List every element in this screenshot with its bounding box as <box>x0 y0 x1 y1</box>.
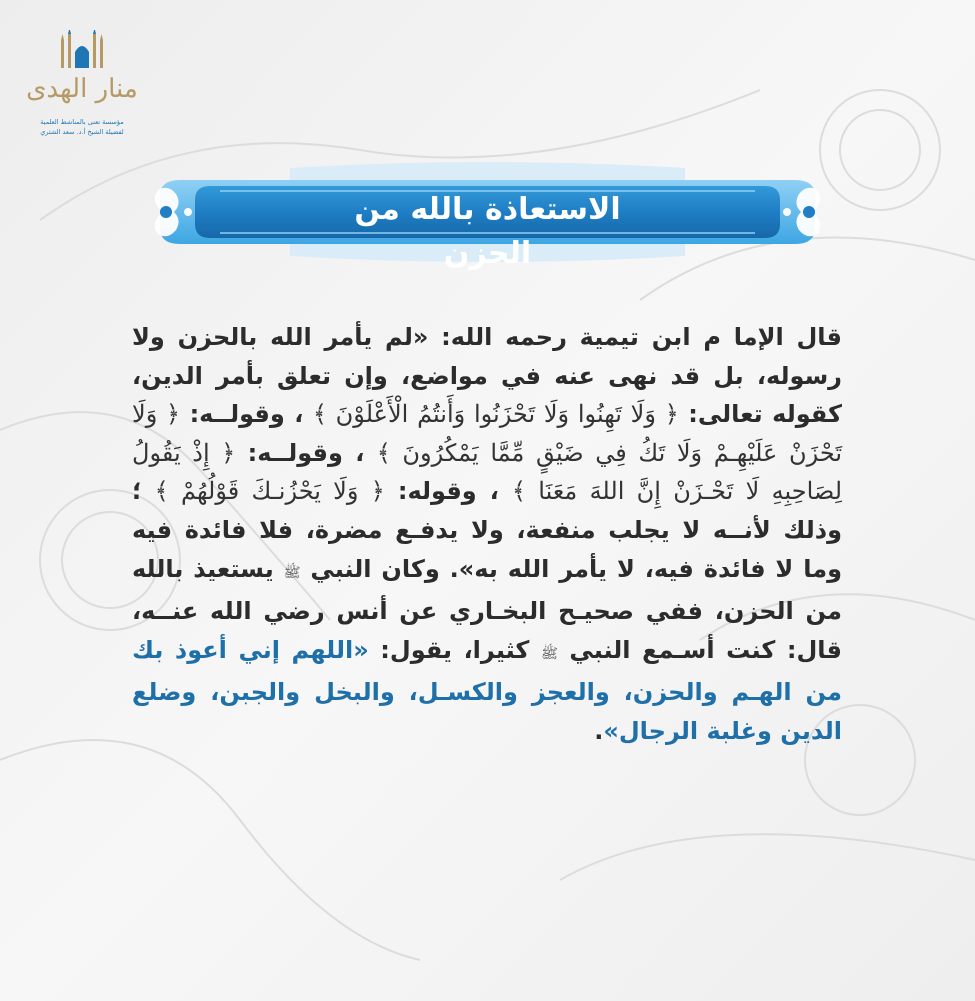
logo-name: منار الهدى <box>26 74 138 104</box>
logo-subtitle-1: مؤسسة تعنى بالمناشط العلمية <box>40 118 124 126</box>
paragraph-text: ، وقوله: <box>384 477 512 506</box>
paragraph-end: . <box>594 716 604 745</box>
quran-verse: ﴿ وَلَا تَحْزَنْ عَلَيْهِـمْ وَلَا تَكُ فِي ضَيْقٍ مِّمَّا يَمْكُرُونَ ﴾ <box>132 400 843 467</box>
page-title: الاستعاذة بالله من الحزن <box>354 192 621 271</box>
mosque-minarets-icon <box>47 30 117 70</box>
paragraph-text: كثيرا، يقول: <box>368 635 541 664</box>
brand-logo <box>22 30 142 145</box>
article-body <box>132 318 842 958</box>
salawat-symbol: ﷺ <box>283 564 301 581</box>
quran-verse: ﴿ إِذْ يَقُولُ لِصَاحِبِهِ لَا تَحْـزَنْ إِنَّ اللهَ مَعَنَا ﴾ <box>132 438 843 506</box>
quran-verse: ﴿ وَلَا تَهِنُوا وَلَا تَحْزَنُوا وَأَنتُمُ الْأَعْلَوْنَ ﴾ <box>312 400 679 429</box>
supplication-text: «اللهم إني أعوذ بك من الهـم والحزن، والعجز والكسـل، والبخل والجبن، وضلع الدين وغلبة الرجال» <box>132 635 842 745</box>
paragraph-text: قال الإما م ابن تيمية رحمه الله: «لم يأمر الله بالحزن ولا رسوله، بل قد نهى عنه في مواضع، وإن تعلق بأمر الدين، كقوله تعالى: <box>132 323 843 429</box>
paragraph-text: ، وقولــه: <box>235 438 377 467</box>
paragraph-text: ؛ وذلك لأنــه لا يجلب منفعة، ولا يدفـع مضرة، فلا فائدة فيه وما لا فائدة فيه، لا يأمر الله به». وكان النبي <box>132 477 842 583</box>
salawat-symbol: ﷺ <box>540 645 558 662</box>
logo-subtitle-2: لفضيلة الشيخ أ.د. سعد الشثري <box>40 128 124 136</box>
quran-verse: ﴿ وَلَا يَحْزُنـكَ قَوْلُهُمْ ﴾ <box>154 477 385 506</box>
paragraph-text: يستعيذ بالله من الحزن، ففي صحيـح البخـاري عن أنس رضي الله عنــه، قال: كنت أسـمع النبي <box>132 554 843 664</box>
title-banner <box>140 160 835 271</box>
paragraph-text: ، وقولــه: <box>180 400 313 429</box>
